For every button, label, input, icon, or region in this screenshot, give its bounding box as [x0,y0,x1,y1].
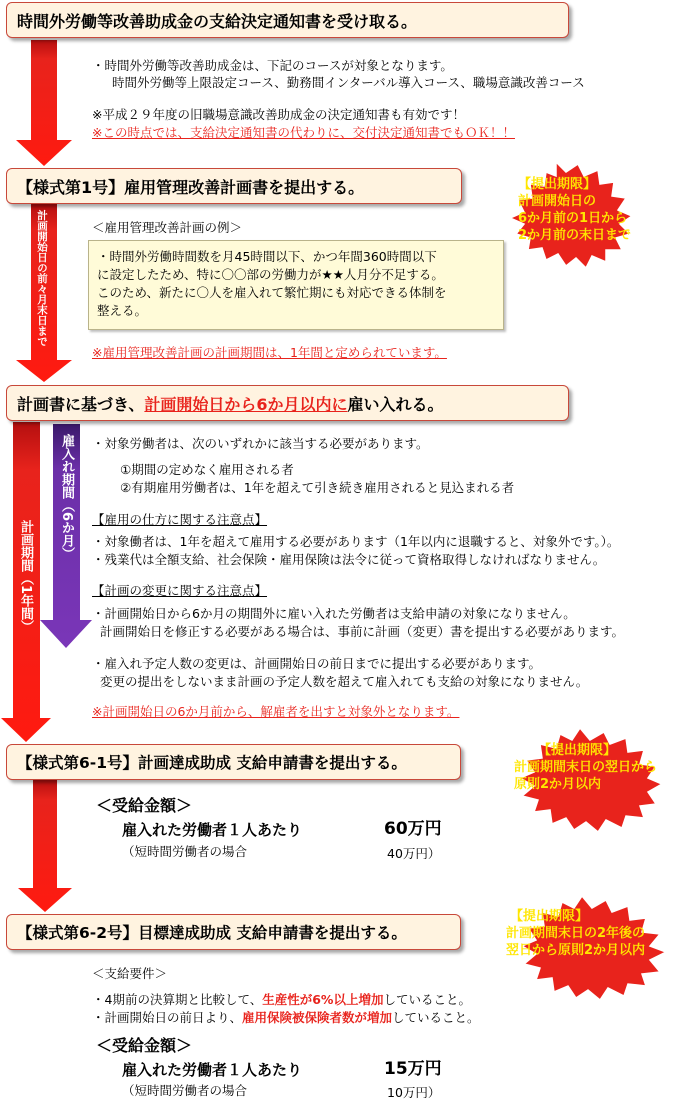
short-time-amount: 10万円） [387,1085,441,1100]
change-note-3: ・雇入れ予定人数の変更は、計画開始日の前日までに提出する必要があります。 [92,656,542,671]
step-submit-form-6-2 [6,914,461,950]
amount-value: 60万円 [384,819,442,839]
change-note-2: 計画開始日を修正する必要がある場合は、事前に計画（変更）書を提出する必要があります。 [100,624,625,639]
hiring-notes-heading: 【雇用の仕方に関する注意点】 [92,512,268,527]
change-note-1: ・計画開始日から6か月の期間外に雇い入れた労働者は支給申請の対象になりません。 [92,606,576,621]
requirement-1: ・4期前の決算期と比較して、生産性が6%以上増加していること。 [92,992,471,1007]
arrow-step1-to-step2 [16,40,72,166]
arrow-step4-to-step5 [18,780,72,912]
step-receive-notice [6,2,569,38]
plan-example-note: ・時間外労働時間数を月45時間以下、かつ年間360時間以下 に設定したため、特に〇〇部の労働力が★★人月分不足する。 このため、新たに〇人を雇入れて繁忙期にも対応できる体制を 整える。 [88,240,504,330]
short-time-label: （短時間労働者の場合 [122,844,248,859]
amount-per-person-label: 雇入れた労働者１人あたり [122,821,303,839]
plan-example-label: ＜雇用管理改善計画の例＞ [92,220,243,235]
arrow-label-deadline: 計画開始日の前々月末日まで [36,210,48,347]
arrow-label-hire-period: 雇入れ期間（6か月） [59,434,74,561]
requirement-2: ・計画開始日の前日より、雇用保険被保険者数が増加していること。 [92,1010,480,1025]
hiring-note-1: ・対象働者は、1年を超えて雇用する必要があります（1年以内に退職すると、対象外です。）。 [92,534,620,549]
amount-heading: ＜受給金額＞ [96,796,193,815]
step-title: 【様式第1号】雇用管理改善計画書を提出する。 [17,177,365,197]
short-time-label: （短時間労働者の場合 [122,1083,248,1098]
dismissal-warning: ※計画開始日の6か月前から、解雇者を出すと対象外となります。 [92,704,460,719]
step-hire: 計画書に基づき、 計画開始日から6か月以内に 雇い入れる。 [6,385,569,421]
hiring-note-2: ・残業代は全額支給、社会保険・雇用保険は法令に従って資格取得しなければなりません。 [92,552,606,567]
legacy-note: ※平成２９年度の旧職場意識改善助成金の決定通知書も有効です！ [92,107,465,122]
amount-per-person-label: 雇入れた労働者１人あたり [122,1061,303,1079]
requirements-label: ＜支給要件＞ [92,966,168,981]
amount-value: 15万円 [384,1059,442,1079]
hire-deadline-emphasis: 計画開始日から6か月以内に [144,394,348,414]
target-lead: ・対象労働者は、次のいずれかに該当する必要があります。 [92,436,429,451]
amount-heading: ＜受給金額＞ [96,1036,193,1055]
step-title: 時間外労働等改善助成金の支給決定通知書を受け取る。 [17,11,418,31]
course-intro: ・時間外労働等改善助成金は、下記のコースが対象となります。 [92,58,453,73]
arrow-label-plan-period: 計画期間（1年間） [18,520,33,634]
change-notes-heading: 【計画の変更に関する注意点】 [92,583,268,598]
step-submit-form-6-1 [6,744,461,780]
plan-period-note: ※雇用管理改善計画の計画期間は、1年間と定められています。 [92,345,447,360]
change-note-4: 変更の提出をしないまま計画の予定人数を超えて雇入れても支給の対象になりません。 [100,674,589,689]
target-item-2: ②有期雇用労働者は、1年を超えて引き続き雇用されると見込まれる者 [120,480,515,495]
step-title: 【様式第6-2号】目標達成助成 支給申請書を提出する。 [17,924,407,942]
step-submit-form-1 [6,168,462,204]
step-title: 【様式第6-1号】計画達成助成 支給申請書を提出する。 [17,754,407,772]
short-time-amount: 40万円） [387,846,441,861]
target-item-1: ①期間の定めなく雇用される者 [120,462,294,477]
grant-note: ※この時点では、支給決定通知書の代わりに、交付決定通知書でもＯＫ！！ [92,125,515,140]
course-list: 時間外労働等上限設定コース、勤務間インターバル導入コース、職場意識改善コース [112,75,585,90]
